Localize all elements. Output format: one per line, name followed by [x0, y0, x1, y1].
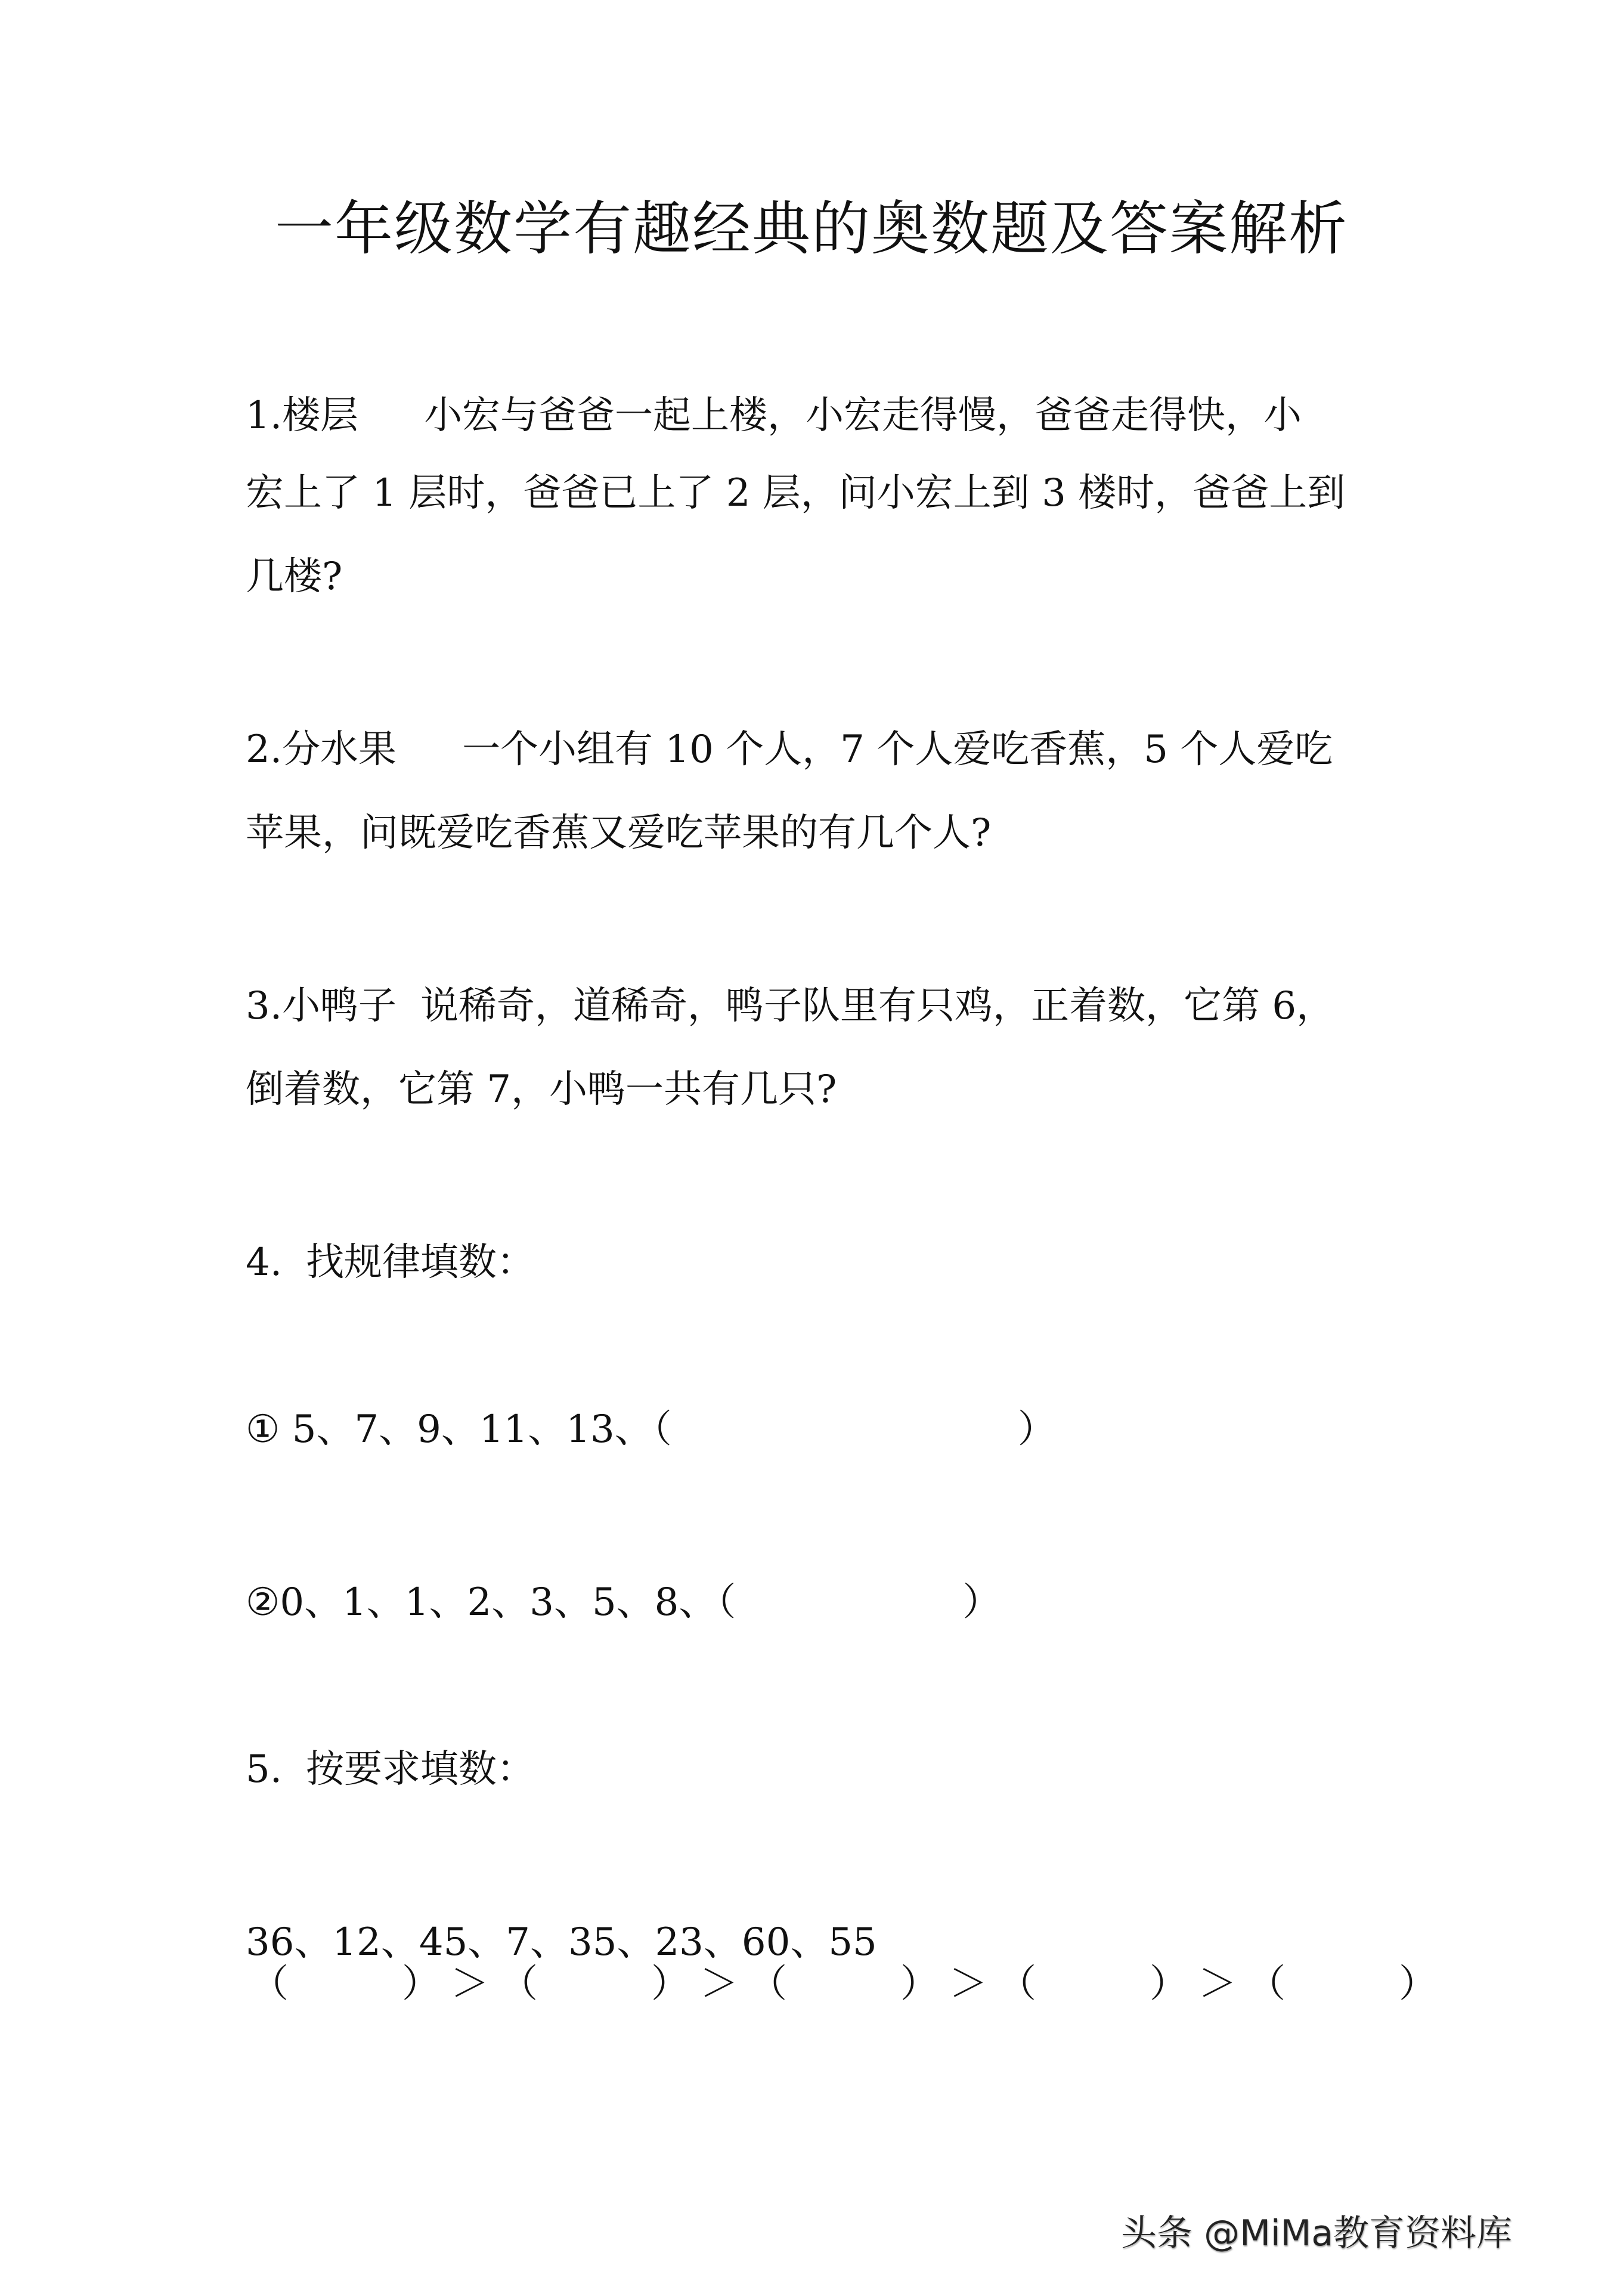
- sequence-1-values: 5、7、9、11、13、: [280, 1407, 653, 1452]
- greater-than-sign: ＞: [451, 1962, 489, 2006]
- greater-than-sign: ＞: [949, 1962, 987, 2006]
- open-paren: （: [250, 1962, 289, 2006]
- sequence-2-close-paren: ）: [962, 1580, 1001, 1624]
- sequence-2: [246, 1580, 1379, 1624]
- open-paren: （: [998, 1962, 1036, 2006]
- problem-5-heading-line: [246, 1747, 1379, 1791]
- sequence-1-close-paren: ）: [1017, 1407, 1056, 1452]
- comparison-slot-3[interactable]: [749, 1962, 939, 2006]
- problem-1-heading: 楼层: [282, 394, 359, 438]
- sequence-1-open-paren: （: [652, 1407, 672, 1452]
- open-paren: （: [1247, 1962, 1286, 2006]
- page-title: 一年级数学有趣经典的奥数题及答案解析: [274, 195, 1348, 263]
- problem-5-heading: 按要求填数：: [306, 1747, 535, 1791]
- problem-3-line-1: [246, 984, 1379, 1028]
- problem-1-line-3: 几楼?: [246, 555, 343, 599]
- close-paren: ）: [900, 1962, 939, 2006]
- problem-2-heading: 分水果: [282, 728, 397, 772]
- problem-1-line-1: [246, 394, 1379, 438]
- problem-4-heading-line: [246, 1240, 1379, 1285]
- greater-than-sign: ＞: [1198, 1962, 1237, 2006]
- greater-than-sign: ＞: [700, 1962, 738, 2006]
- problem-1-text-1: 小宏与爸爸一起上楼，小宏走得慢，爸爸走得快，小: [424, 394, 1302, 438]
- open-paren: （: [749, 1962, 787, 2006]
- circled-one-marker: ①: [246, 1407, 280, 1452]
- close-paren: ）: [651, 1962, 689, 2006]
- sequence-1: [246, 1407, 1379, 1452]
- comparison-slot-2[interactable]: [500, 1962, 689, 2006]
- problem-2-text-1: 一个小组有 10 个人，7 个人爱吃香蕉，5 个人爱吃: [462, 728, 1333, 772]
- problem-5-numbers: 36、12、45、7、35、23、60、55: [246, 1920, 877, 1964]
- problem-2-line-1: [246, 728, 1379, 772]
- comparison-slot-1[interactable]: [250, 1962, 440, 2006]
- problem-4-heading: 找规律填数：: [306, 1240, 535, 1285]
- problem-3-line-2: 倒着数，它第 7，小鸭一共有几只?: [246, 1067, 837, 1112]
- problem-1-line-2: 宏上了 1 层时，爸爸已上了 2 层，问小宏上到 3 楼时，爸爸上到: [246, 471, 1346, 515]
- problem-5-number: 5.: [246, 1747, 283, 1791]
- problem-2-line-2: 苹果，问既爱吃香蕉又爱吃苹果的有几个人?: [246, 811, 992, 855]
- sequence-2-open-paren: （: [717, 1580, 736, 1624]
- circled-two-marker: ②: [246, 1580, 280, 1624]
- comparison-row: [250, 1962, 1437, 2006]
- comparison-slot-5[interactable]: [1247, 1962, 1437, 2006]
- problem-3-text-1: 说稀奇，道稀奇，鸭子队里有只鸡，正着数，它第 6，: [420, 984, 1335, 1028]
- problem-3-heading: 小鸭子: [282, 984, 397, 1028]
- close-paren: ）: [1150, 1962, 1188, 2006]
- problem-3-number: 3.: [246, 984, 283, 1028]
- problem-1-number: 1.: [246, 394, 283, 438]
- sequence-2-values: 0、1、1、2、3、5、8、: [280, 1580, 717, 1624]
- open-paren: （: [500, 1962, 538, 2006]
- problem-4-number: 4.: [246, 1240, 283, 1285]
- comparison-slot-4[interactable]: [998, 1962, 1188, 2006]
- problem-2-number: 2.: [246, 728, 283, 772]
- close-paren: ）: [402, 1962, 440, 2006]
- close-paren: ）: [1399, 1962, 1437, 2006]
- watermark: 头条 @MiMa教育资料库: [1121, 2213, 1513, 2254]
